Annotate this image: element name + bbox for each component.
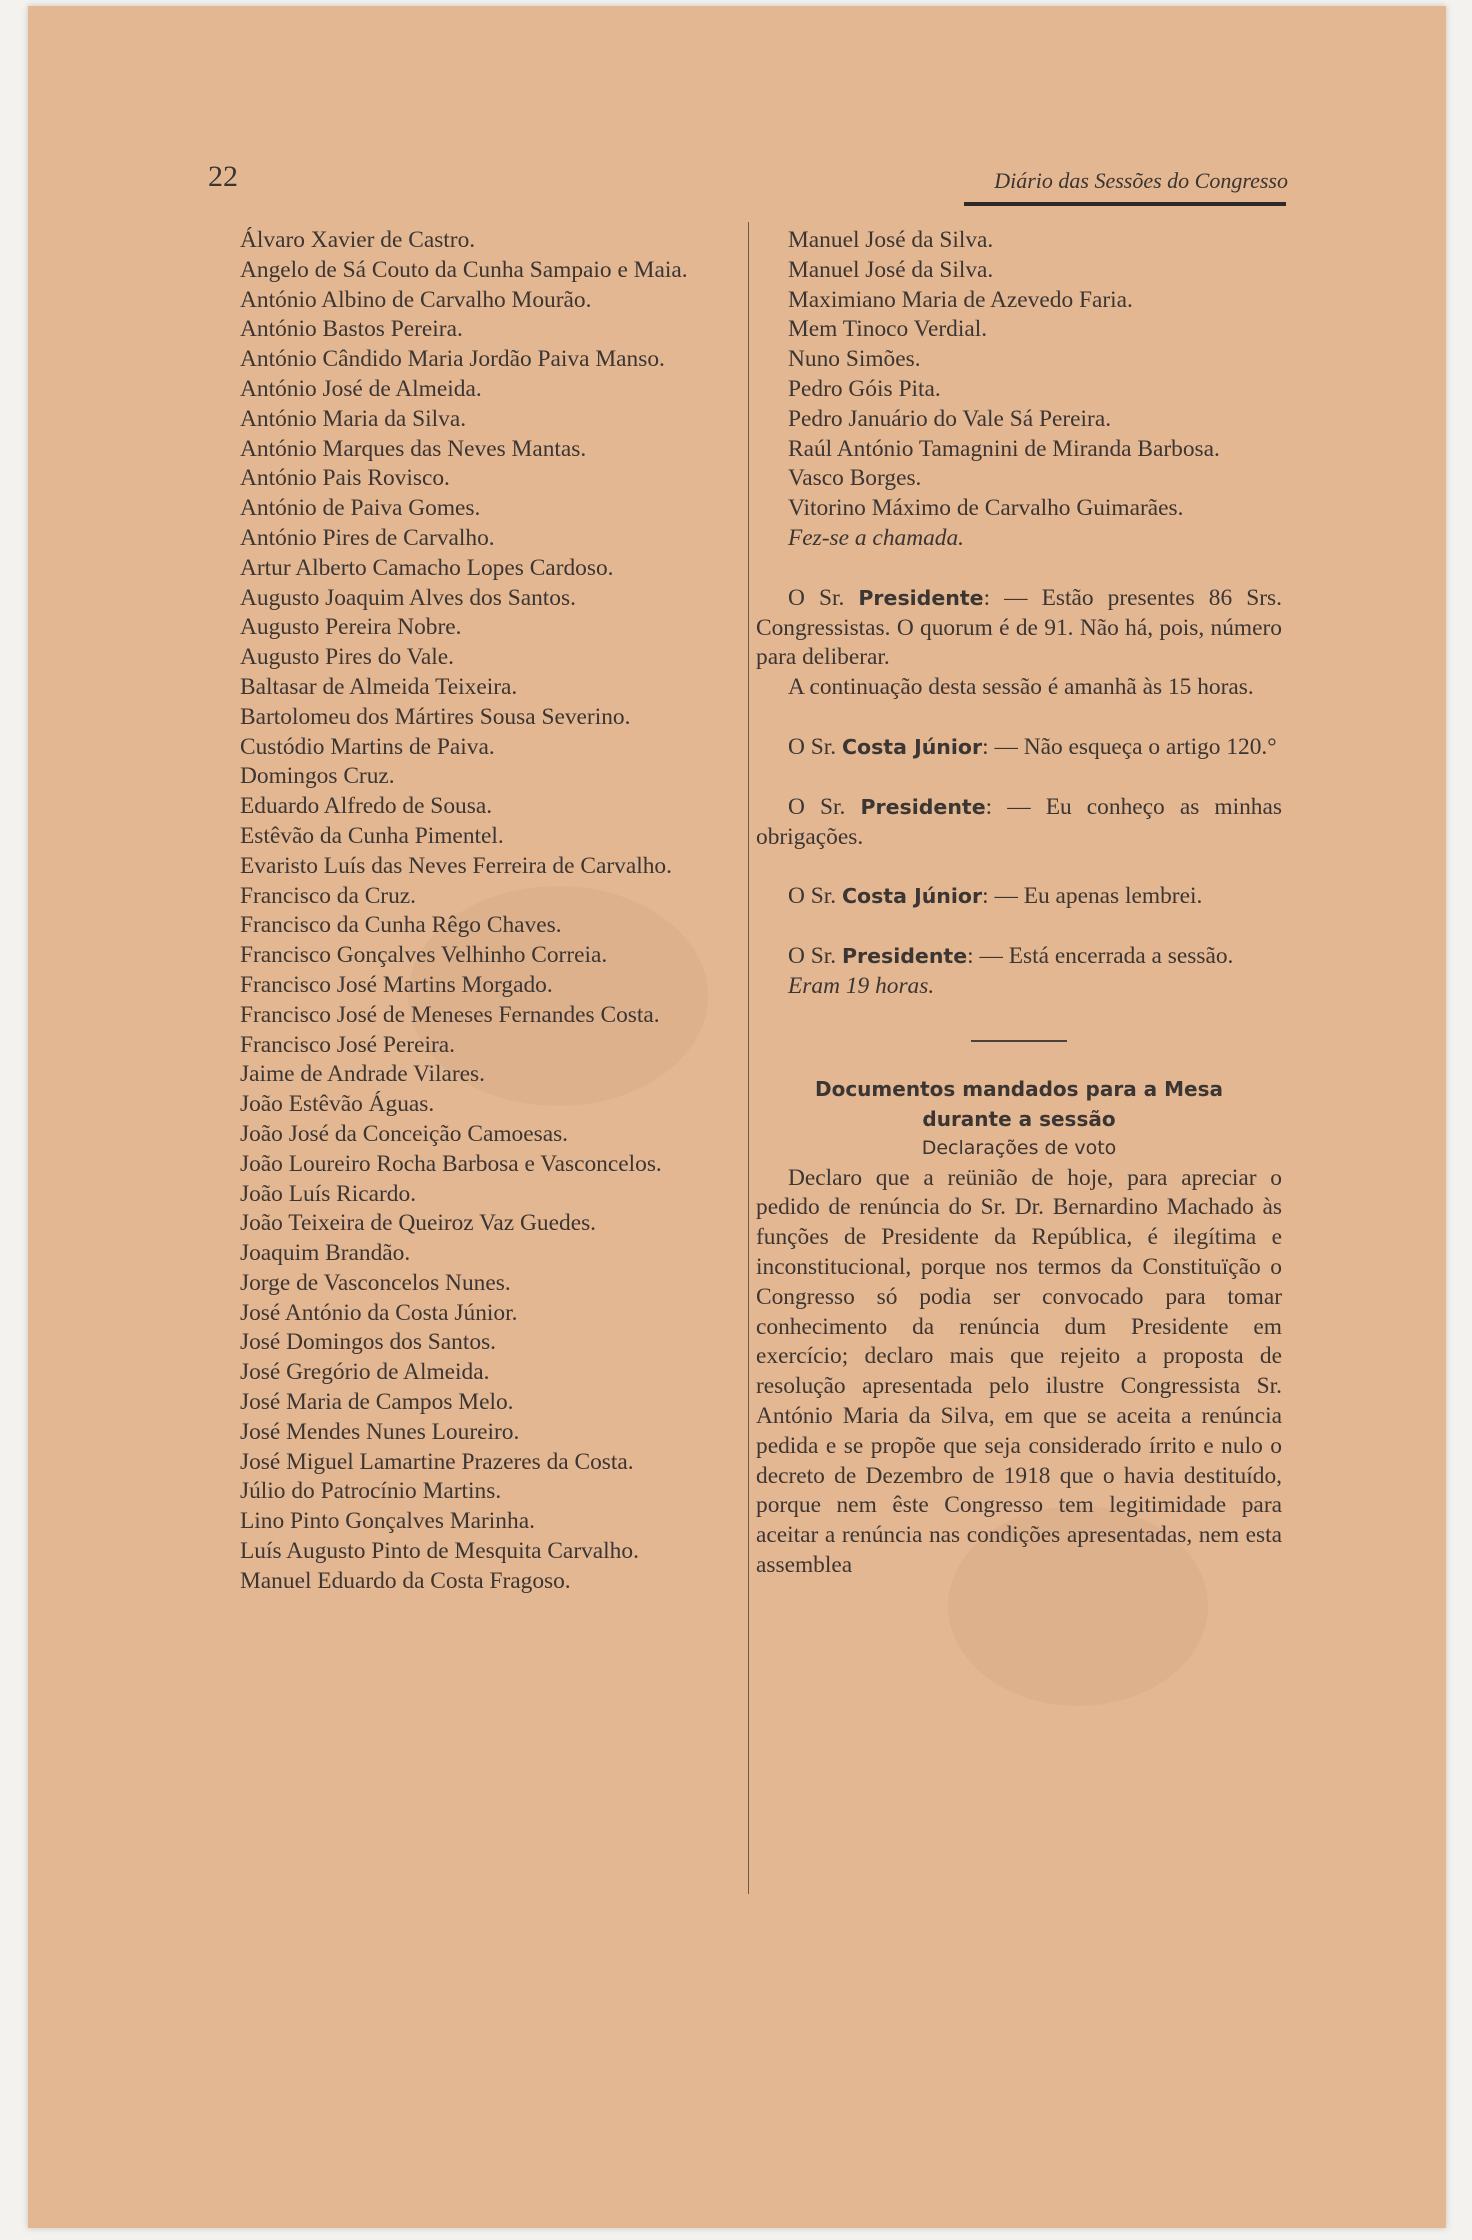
declarations-subheading: Declarações de voto: [921, 1136, 1117, 1159]
closing-time-note: Eram 19 horas.: [788, 972, 935, 999]
attendee-name: José Maria de Campos Melo.: [240, 1389, 514, 1416]
attendee-name: Nuno Simões.: [788, 346, 921, 373]
speaker-name: Costa Júnior: [841, 734, 983, 759]
attendee-name: João Luís Ricardo.: [240, 1180, 417, 1207]
attendee-name: Vasco Borges.: [788, 465, 922, 492]
attendee-name: Francisco José de Meneses Fernandes Costa.: [240, 1001, 660, 1028]
speech-president-3: O Sr. Presidente: — Está encerrada a sessão.: [788, 943, 1234, 970]
documents-heading-line2: durante a sessão: [922, 1106, 1116, 1131]
speech-costa-junior-1: O Sr. Costa Júnior: — Não esqueça o artigo 120.°: [788, 733, 1277, 760]
attendee-name: Vitorino Máximo de Carvalho Guimarães.: [788, 495, 1184, 522]
attendee-name: António Albino de Carvalho Mourão.: [240, 286, 592, 313]
page-number: 22: [208, 160, 238, 193]
attendee-name: Francisco José Martins Morgado.: [240, 971, 553, 998]
attendee-name: Domingos Cruz.: [240, 763, 395, 790]
speech-president-1: O Sr. Presidente: — Estão presentes 86 Srs. Congressistas. O quorum é de 91. Não há, pois, número para deliberar.: [756, 584, 1282, 671]
attendee-name: Joaquim Brandão.: [240, 1240, 411, 1267]
attendee-name: António Bastos Pereira.: [240, 316, 463, 343]
attendee-name: António Marques das Neves Mantas.: [240, 435, 587, 462]
attendee-name: José Mendes Nunes Loureiro.: [240, 1418, 520, 1445]
attendee-name: Manuel Eduardo da Costa Fragoso.: [240, 1567, 571, 1594]
attendee-name: Evaristo Luís das Neves Ferreira de Carvalho.: [240, 852, 672, 879]
attendee-name: António José de Almeida.: [240, 375, 482, 402]
attendee-name: José Domingos dos Santos.: [240, 1329, 497, 1356]
header-rule: [964, 202, 1286, 206]
attendee-name: Bartolomeu dos Mártires Sousa Severino.: [240, 703, 631, 730]
attendee-name: António Maria da Silva.: [240, 405, 467, 432]
attendee-name: José Miguel Lamartine Prazeres da Costa.: [240, 1448, 634, 1475]
right-column: [756, 226, 1282, 1581]
attendee-name: Angelo de Sá Couto da Cunha Sampaio e Maia.: [240, 256, 688, 283]
right-attendance-list: [756, 226, 1282, 524]
declaration-text: Declaro que a reünião de hoje, para apreciar o pedido de renúncia do Sr. Dr. Bernardino Machado às funções de Presidente da República, é ilegítima e inconstitucional, porque nos termos da Constituïção o Congresso só podia ser convocado para tomar conhecimento da renúncia dum Presidente em exercício; declaro mais que rejeito a proposta de resolução apresentada pelo ilustre Congressista Sr. António Maria da Silva, em que se aceita a renúncia pedida e se propõe que seja considerado írrito e nulo o decreto de Dezembro de 1918 que o havia destituído, porque nem êste Congresso tem legitimidade para aceitar a renúncia nas condições apresentadas, nem esta assemblea: [756, 1164, 1282, 1578]
attendee-name: Augusto Pereira Nobre.: [240, 614, 462, 641]
left-column-attendance-list: [208, 226, 733, 1597]
attendee-name: António Pais Rovisco.: [240, 465, 450, 492]
attendee-name: Francisco José Pereira.: [240, 1031, 455, 1058]
attendee-name: Mem Tinoco Verdial.: [788, 316, 988, 343]
attendee-name: Francisco Gonçalves Velhinho Correia.: [240, 942, 608, 969]
attendee-name: Lino Pinto Gonçalves Marinha.: [240, 1508, 535, 1535]
attendee-name: Manuel José da Silva.: [788, 256, 994, 283]
attendee-name: Luís Augusto Pinto de Mesquita Carvalho.: [240, 1538, 639, 1565]
attendee-name: Maximiano Maria de Azevedo Faria.: [788, 286, 1133, 313]
attendee-name: Pedro Januário do Vale Sá Pereira.: [788, 405, 1112, 432]
attendee-name: Jaime de Andrade Vilares.: [240, 1061, 485, 1088]
attendee-name: Pedro Góis Pita.: [788, 375, 941, 402]
speaker-name: Presidente: [858, 585, 984, 610]
attendee-name: Júlio do Patrocínio Martins.: [240, 1478, 502, 1505]
attendee-name: Baltasar de Almeida Teixeira.: [240, 673, 518, 700]
attendee-name: Álvaro Xavier de Castro.: [240, 227, 476, 253]
page-header-title: Diário das Sessões do Congresso: [994, 168, 1288, 193]
attendee-name: Eduardo Alfredo de Sousa.: [240, 793, 493, 820]
column-divider: [748, 222, 749, 1894]
attendee-name: Custódio Martins de Paiva.: [240, 733, 495, 760]
attendee-name: Manuel José da Silva.: [788, 227, 994, 253]
speech-costa-junior-2: O Sr. Costa Júnior: — Eu apenas lembrei.: [788, 883, 1203, 910]
attendee-name: Estêvão da Cunha Pimentel.: [240, 822, 504, 849]
documents-heading-line1: Documentos mandados para a Mesa: [814, 1076, 1224, 1101]
attendee-name: José António da Costa Júnior.: [240, 1299, 518, 1326]
attendee-name: António de Paiva Gomes.: [240, 495, 481, 522]
speaker-name: Presidente: [841, 944, 968, 969]
attendee-name: João Teixeira de Queiroz Vaz Guedes.: [240, 1210, 597, 1237]
speaker-name: Costa Júnior: [841, 884, 983, 909]
attendee-name: António Cândido Maria Jordão Paiva Manso.: [240, 346, 665, 373]
speech-president-1-continued: A continuação desta sessão é amanhã às 15 horas.: [788, 674, 1254, 701]
attendee-name: Augusto Joaquim Alves dos Santos.: [240, 584, 576, 611]
attendee-name: João José da Conceição Camoesas.: [240, 1120, 569, 1147]
section-divider: [971, 1040, 1067, 1042]
attendee-name: Augusto Pires do Vale.: [240, 644, 454, 671]
attendee-name: João Estêvão Águas.: [240, 1091, 435, 1118]
speaker-name: Presidente: [860, 794, 986, 819]
attendee-name: José Gregório de Almeida.: [240, 1359, 490, 1386]
roll-call-note: Fez-se a chamada.: [788, 524, 965, 551]
attendee-name: Jorge de Vasconcelos Nunes.: [240, 1269, 511, 1296]
attendee-name: Artur Alberto Camacho Lopes Cardoso.: [240, 554, 614, 581]
speech-president-2: O Sr. Presidente: — Eu conheço as minhas obrigações.: [756, 793, 1282, 850]
attendee-name: João Loureiro Rocha Barbosa e Vasconcelos.: [240, 1150, 662, 1177]
attendee-name: Francisco da Cunha Rêgo Chaves.: [240, 912, 562, 939]
attendee-name: António Pires de Carvalho.: [240, 524, 495, 551]
attendee-name: Raúl António Tamagnini de Miranda Barbosa.: [788, 435, 1220, 462]
attendee-name: Francisco da Cruz.: [240, 882, 417, 909]
